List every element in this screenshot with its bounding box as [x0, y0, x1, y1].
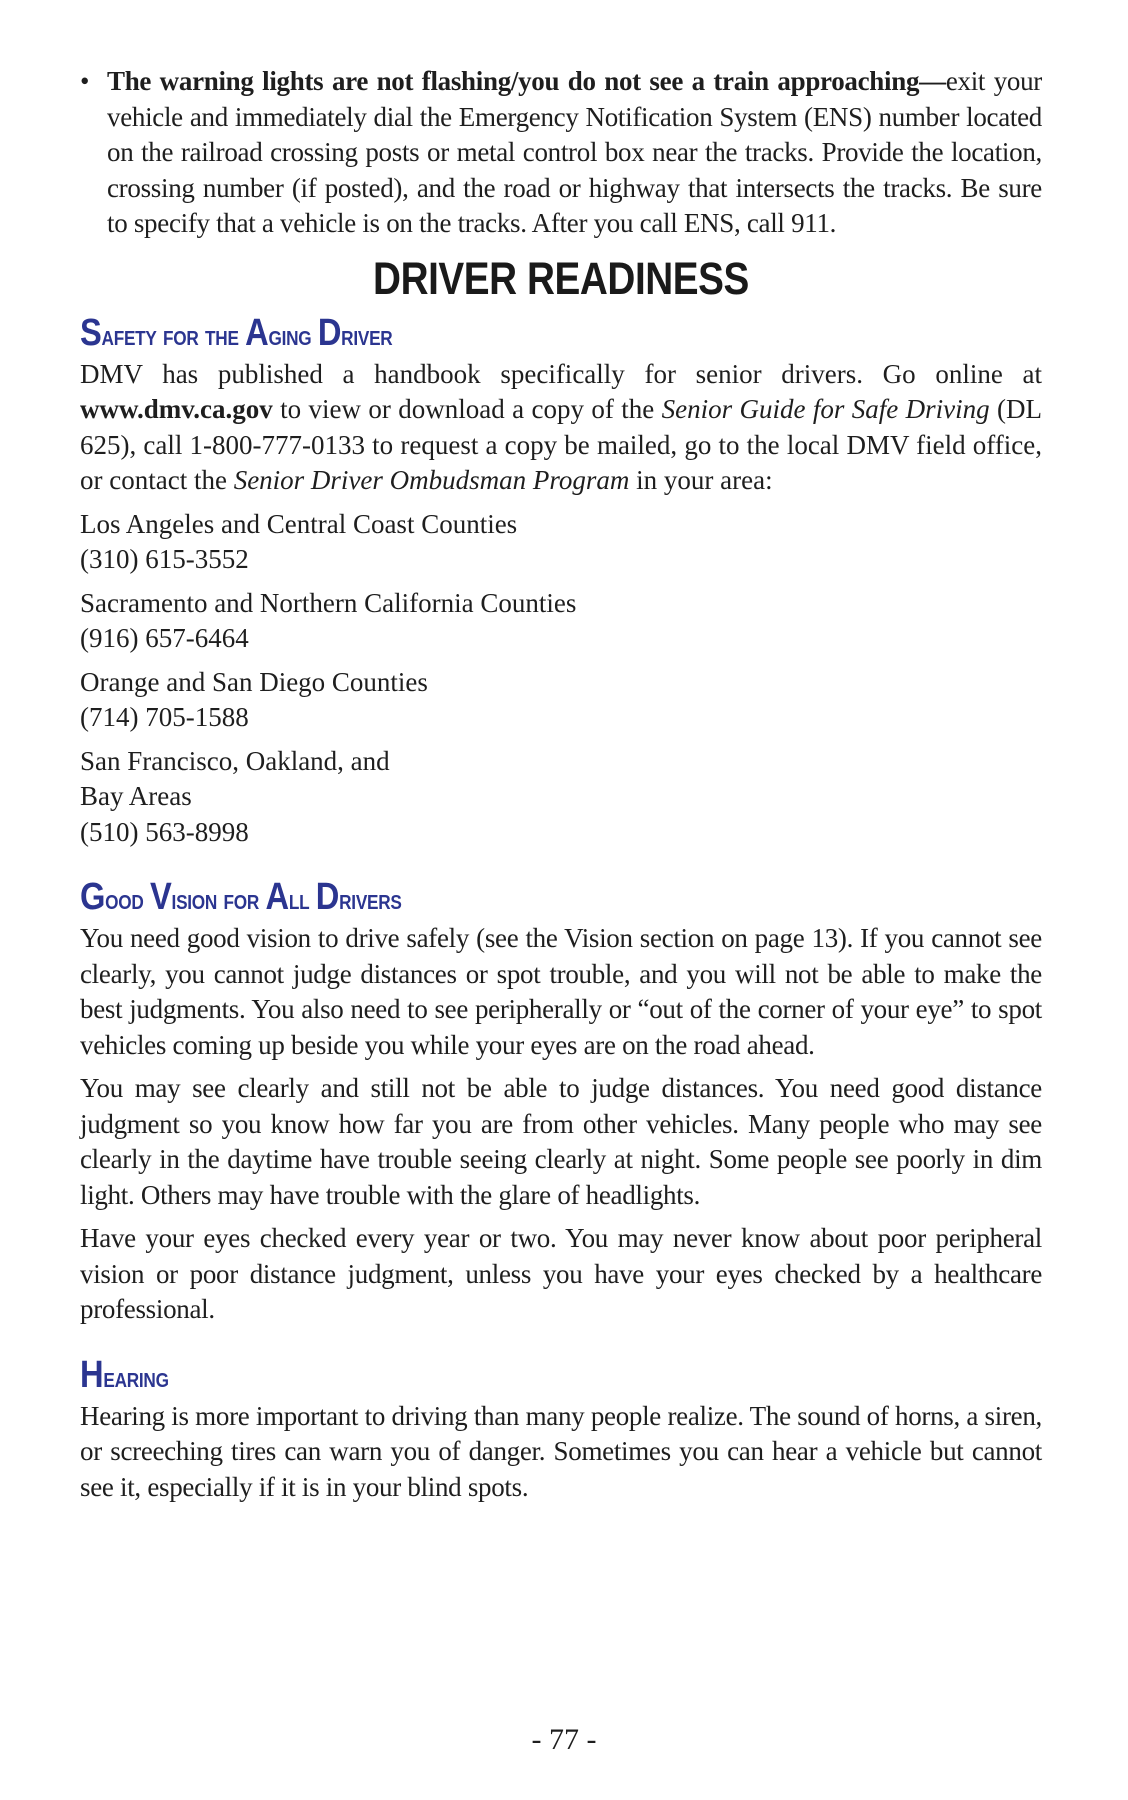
contact-area: Sacramento and Northern California Counties [80, 587, 577, 618]
heading-hearing [80, 1354, 907, 1399]
heading-aging-driver [80, 312, 907, 357]
heading-rest: river [341, 319, 393, 351]
intro-text: in your area: [629, 465, 773, 495]
vision-paragraph: Have your eyes checked every year or two. You may never know about poor peripheral vision or poor distance judgment, unless you have your eyes checked by a healthcare professional. [80, 1223, 1042, 1324]
heading-cap: A [245, 311, 269, 354]
heading-cap: G [80, 876, 106, 918]
contact-area: Bay Areas [80, 781, 192, 811]
contact-sacramento [80, 586, 1042, 657]
heading-good-vision [80, 876, 907, 921]
contact-area: San Francisco, Oakland, and [80, 745, 390, 776]
heading-cap: D [317, 311, 342, 354]
heading-cap: A [265, 876, 289, 918]
page-number: - 77 - [531, 1723, 597, 1756]
contact-area: Los Angeles and Central Coast Counties [80, 508, 518, 539]
heading-cap: H [80, 1353, 104, 1396]
bullet-item-railroad-warning [80, 64, 1042, 242]
contact-orange-sandiego [80, 665, 1042, 736]
heading-cap: S [80, 311, 102, 354]
intro-text: (DL 625), call 1-800-777-0133 to request a copy be mailed, go to the local DMV field office, or contact the [80, 394, 1043, 495]
guide-title: Senior Guide for Safe Driving [661, 394, 990, 424]
dmv-website-link[interactable]: www.dmv.ca.gov [80, 394, 273, 424]
heading-rest: ll [288, 884, 316, 915]
hearing-paragraph: Hearing is more important to driving than many people realize. The sound of horns, a siren, or screeching tires can warn you of danger. Sometimes you can hear a vehicle but cannot see it, especially if it is in your blind spots. [80, 1400, 1042, 1502]
heading-rest: rivers [339, 884, 402, 915]
heading-cap: D [315, 876, 340, 918]
bullet-bold-lead: The warning lights are not flashing/you do not see a train approaching— [107, 66, 946, 96]
contact-phone: (510) 563-8998 [80, 816, 249, 847]
heading-rest: earing [103, 1361, 169, 1393]
heading-rest: afety for the [101, 319, 246, 351]
contact-phone: (916) 657-6464 [80, 623, 249, 653]
document-page [80, 64, 1042, 1513]
vision-paragraph: You may see clearly and still not be able to judge distances. You need good distance judgment so you know how far you are from other vehicles. Many people who may see clearly in the daytime have trouble seeing clearly at night. Some people see poorly in dim light. Others may have trouble with the glare of headlights. [80, 1073, 1042, 1210]
heading-rest: ging [268, 319, 318, 351]
vision-paragraph: You need good vision to drive safely (see the Vision section on page 13). If you cannot see clearly, you cannot judge distances or spot trouble, and you will not be able to make the best judgments. You also need to see peripherally or “out of the corner of your eye” to spot vehicles coming up beside you while your eyes are on the road ahead. [80, 923, 1042, 1060]
bullet-marker: • [80, 66, 90, 96]
heading-cap: V [150, 876, 172, 918]
bullet-text: exit your vehicle and immediately dial the Emergency Notification System (ENS) number located on the railroad crossing posts or metal control box near the tracks. Provide the location, crossing number (if posted), and the road or highway that intersects the tracks. Be sure to specify that a vehicle is on the tracks. After you call ENS, call 911. [107, 66, 1042, 238]
contact-area: Orange and San Diego Counties [80, 666, 428, 697]
page-title: DRIVER READINESS [373, 252, 749, 304]
intro-text: DMV has published a handbook specifically for senior drivers. Go online at [80, 358, 1042, 389]
heading-rest: ood [105, 884, 151, 915]
contact-la [80, 507, 1042, 578]
contact-phone: (714) 705-1588 [80, 702, 249, 732]
heading-rest: ision for [171, 884, 266, 915]
contact-phone: (310) 615-3552 [80, 544, 249, 574]
program-name: Senior Driver Ombudsman Program [233, 465, 630, 495]
intro-text: to view or download a copy of the [272, 394, 662, 424]
contact-bay-area [80, 744, 1042, 851]
aging-intro-paragraph [80, 357, 1042, 499]
